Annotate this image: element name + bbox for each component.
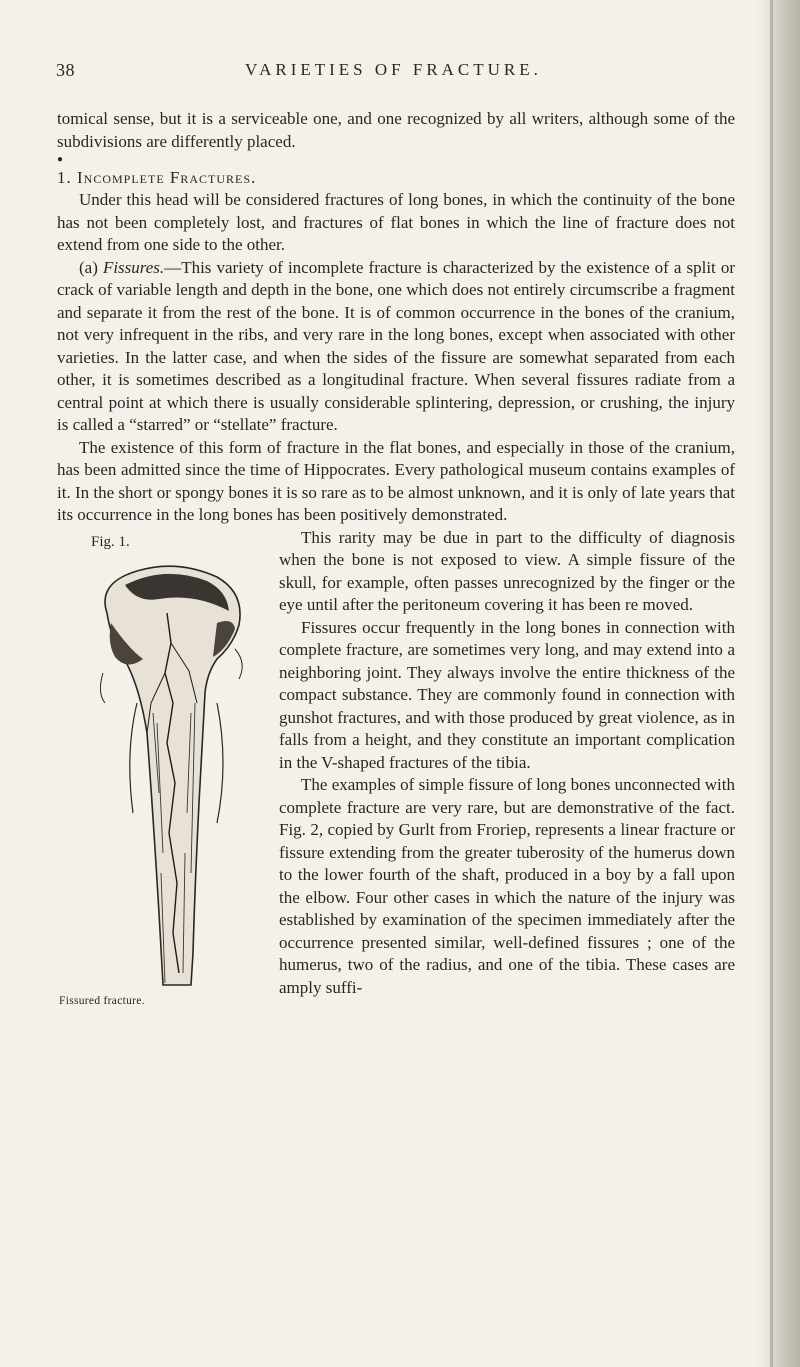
paragraph-existence-b: This rarity may be due in part to the difficulty of diagnosis when the bone is not exposed to view. A simple fissure of the skull, for example, often passes unrecognized by the finger or the eye until after the peritoneum covering it has been re moved.: [279, 527, 735, 614]
fissures-title: Fissures.: [102, 257, 165, 277]
page-number: 38: [56, 60, 75, 80]
figure-label: Fig. 1.: [91, 533, 130, 550]
fissures-text: —This variety of incomplete fracture is characterized by the existence of a split or crack of variable length and depth in the bone, one which does not entirely circumscribe a fragment and separate it from the rest of the bone. It is of common occurrence in the bones of the cranium, not very infrequent in the ribs, and very rare in the long bones, except when associated with other varieties. In the latter case, and when the sides of the fissure are somewhat separated from each other, it is sometimes described as a longitudinal fracture. When several fissures radiate from a central point at which there is usually considerable splintering, depression, or crushing, the injury is called a “starred” or “stellate” fracture.: [57, 257, 736, 434]
paragraph-intro: tomical sense, but it is a serviceable one, and one recognized by all writers, although some of the subdivisions are differently placed.: [57, 109, 735, 151]
paragraph-under-this-head: Under this head will be considered fractures of long bones, in which the continuity of the bone has not been completely lost, and fractures of flat bones in which the line of fracture does not extend from one side to the other.: [57, 190, 735, 254]
fissures-label: (a): [79, 257, 98, 277]
running-head: VARIETIES OF FRACTURE.: [245, 60, 542, 79]
paragraph-existence-a: The existence of this form of fracture in the flat bones, and especially in those of the cranium, has been admitted since the time of Hippocrates. Every pathological museum contains examples of it. In the short or spongy bones it is so rare as to be almost unknown, and it is only of late years that its occurrence in the long bones has been positively demonstrated.: [57, 437, 735, 524]
section-heading: [57, 167, 735, 189]
paragraph-fissures-occur: Fissures occur frequently in the long bones in connection with complete fracture, are sometimes very long, and may extend into a neighboring joint. They always involve the entire thickness of the compact substance. They are commonly found in connection with gunshot fractures, and with those produced by great violence, as in falls from a height, and they constitute an important complication in the V-shaped fractures of the tibia.: [279, 617, 735, 772]
fissured-bone-illustration: [67, 553, 277, 988]
bullet-mark: ●: [57, 154, 64, 165]
page-text: [57, 108, 735, 1014]
paragraph-examples: The examples of simple fissure of long bones unconnected with complete fracture are very rare, but are demonstrative of the fact. Fig. 2, copied by Gurlt from Froriep, represents a linear fracture or fissure extending from the greater tuberosity of the humerus down to the lower fourth of the shaft, produced in a boy by a fall upon the elbow. Four other cases in which the nature of the injury was established by examination of the specimen immediately after the occurrence presented similar, well-defined fissures ; one of the humerus, two of the radius, and one of the tibia. These cases are amply suffi-: [279, 775, 735, 997]
section-heading-number: 1.: [57, 168, 72, 187]
page-binding-edge: [756, 0, 800, 1367]
section-heading-title: Incomplete Fractures.: [77, 168, 257, 187]
paragraph-fissures: [57, 257, 735, 437]
figure-1: [57, 531, 279, 1014]
figure-caption: Fissured fracture.: [59, 994, 145, 1007]
